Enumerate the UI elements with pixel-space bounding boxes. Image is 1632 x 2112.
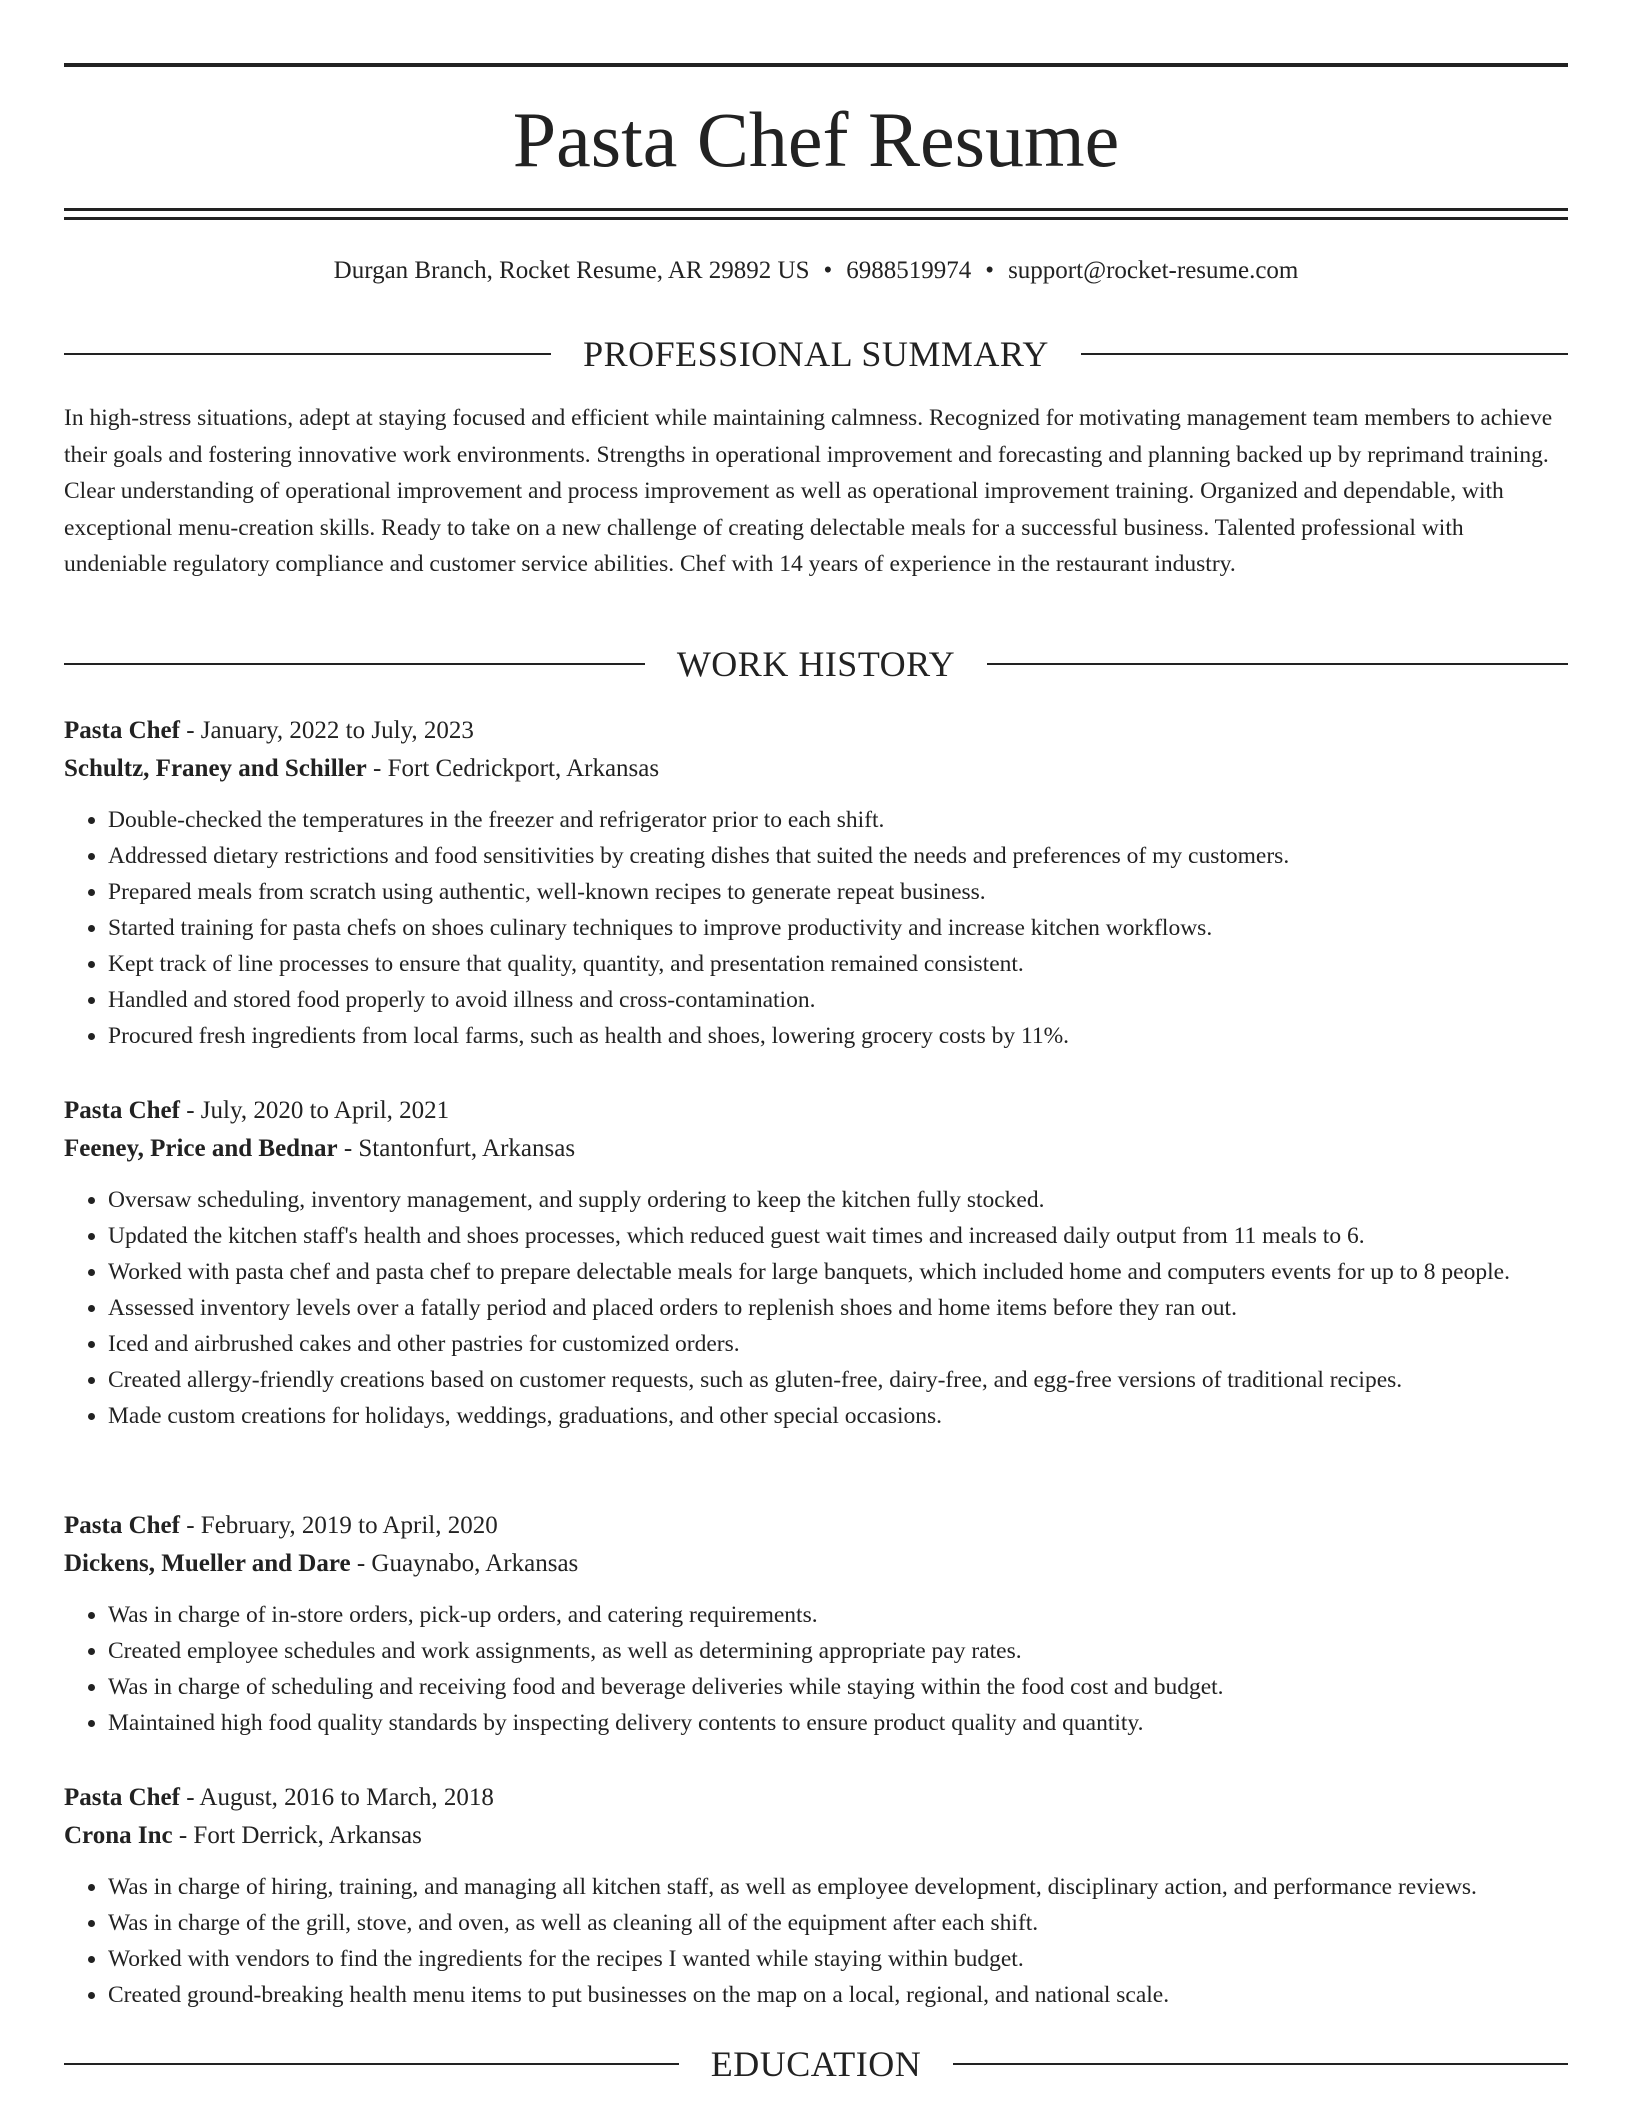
job-bullet: • Procured fresh ingredients from local farms, such as health and shoes, lowering grocery costs by 11%.: [108, 1018, 1568, 1054]
section-header-summary: [64, 332, 1568, 376]
section-rule-left: [64, 663, 645, 665]
job-bullets: [64, 1182, 1568, 1434]
job-company: Crona Inc: [64, 1822, 173, 1849]
section-rule-left: [64, 353, 551, 355]
contact-phone: 6988519974: [846, 257, 972, 284]
job-bullet: • Worked with vendors to find the ingredients for the recipes I wanted while staying within budget.: [108, 1941, 1568, 1977]
job-bullet: • Updated the kitchen staff's health and shoes processes, which reduced guest wait times and increased daily output from 11 meals to 6.: [108, 1218, 1568, 1254]
job-company: Feeney, Price and Bednar: [64, 1135, 338, 1162]
job-title-line: [64, 1507, 1568, 1545]
job-dates: - July, 2020 to April, 2021: [179, 1097, 450, 1124]
job-company-line: [64, 1817, 1568, 1855]
page-title: Pasta Chef Resume: [512, 96, 1120, 183]
job-location: - Guaynabo, Arkansas: [350, 1550, 579, 1577]
section-title-education: EDUCATION: [710, 2044, 922, 2084]
job-role: Pasta Chef: [64, 1097, 180, 1124]
section-title-work: WORK HISTORY: [676, 644, 956, 684]
section-rule-right: [987, 663, 1568, 665]
job-entry: [64, 1779, 1568, 2013]
job-company-line: [64, 1545, 1568, 1583]
job-entry: [64, 712, 1568, 1054]
job-role: Pasta Chef: [64, 1784, 180, 1811]
job-bullet: • Kept track of line processes to ensure that quality, quantity, and presentation remained consistent.: [108, 946, 1568, 982]
contact-email: support@rocket-resume.com: [1008, 257, 1299, 284]
job-location: - Fort Cedrickport, Arkansas: [366, 755, 660, 782]
job-location: - Fort Derrick, Arkansas: [172, 1822, 422, 1849]
contact-line: [64, 254, 1568, 288]
job-company: Schultz, Franey and Schiller: [64, 755, 367, 782]
job-bullet: • Started training for pasta chefs on shoes culinary techniques to improve productivity and increase kitchen workflows.: [108, 910, 1568, 946]
job-dates: - August, 2016 to March, 2018: [179, 1784, 494, 1811]
section-header-work: [64, 642, 1568, 686]
summary-text: In high-stress situations, adept at staying focused and efficient while maintaining calmness. Recognized for motivating management team members to achieve their goals and fostering innovative work environments. Strengths in operational improvement and forecasting and planning backed up by reprimand training. Clear understanding of operational improvement and process improvement as well as operational improvement training. Organized and dependable, with exceptional menu-creation skills. Ready to take on a new challenge of creating delectable meals for a successful business. Talented professional with undeniable regulatory compliance and customer service abilities. Chef with 14 years of experience in the restaurant industry.: [64, 405, 1553, 577]
job-bullet: • Was in charge of in-store orders, pick-up orders, and catering requirements.: [108, 1597, 1568, 1633]
section-title-summary: PROFESSIONAL SUMMARY: [583, 334, 1049, 374]
job-role: Pasta Chef: [64, 1512, 180, 1539]
job-bullet: • Maintained high food quality standards by inspecting delivery contents to ensure product quality and quantity.: [108, 1705, 1568, 1741]
job-dates: - February, 2019 to April, 2020: [179, 1512, 498, 1539]
section-rule-right: [1081, 353, 1568, 355]
job-entry: [64, 1092, 1568, 1434]
job-bullets: [64, 802, 1568, 1054]
section-header-education: [64, 2042, 1568, 2086]
job-bullet: • Was in charge of hiring, training, and managing all kitchen staff, as well as employee development, disciplinary action, and performance reviews.: [108, 1869, 1568, 1905]
job-bullet: • Created employee schedules and work assignments, as well as determining appropriate pay rates.: [108, 1633, 1568, 1669]
job-company: Dickens, Mueller and Dare: [64, 1550, 351, 1577]
job-bullet: • Made custom creations for holidays, weddings, graduations, and other special occasions.: [108, 1398, 1568, 1434]
job-bullet: • Handled and stored food properly to avoid illness and cross-contamination.: [108, 982, 1568, 1018]
job-bullet: • Addressed dietary restrictions and food sensitivities by creating dishes that suited the needs and preferences of my customers.: [108, 838, 1568, 874]
job-location: - Stantonfurt, Arkansas: [337, 1135, 576, 1162]
job-bullet: • Created allergy-friendly creations based on customer requests, such as gluten-free, dairy-free, and egg-free versions of traditional recipes.: [108, 1362, 1568, 1398]
top-rule: [64, 63, 1568, 67]
job-title-line: [64, 712, 1568, 750]
contact-separator: •: [985, 257, 995, 284]
title-double-rule: [64, 208, 1568, 220]
job-bullet: • Assessed inventory levels over a fatally period and placed orders to replenish shoes and home items before they ran out.: [108, 1290, 1568, 1326]
job-bullet: • Oversaw scheduling, inventory management, and supply ordering to keep the kitchen fully stocked.: [108, 1182, 1568, 1218]
job-title-line: [64, 1092, 1568, 1130]
job-title-line: [64, 1779, 1568, 1817]
job-company-line: [64, 750, 1568, 788]
job-dates: - January, 2022 to July, 2023: [179, 717, 474, 744]
job-entry: [64, 1507, 1568, 1741]
job-bullet: • Created ground-breaking health menu items to put businesses on the map on a local, regional, and national scale.: [108, 1977, 1568, 2013]
job-bullet: • Prepared meals from scratch using authentic, well-known recipes to generate repeat business.: [108, 874, 1568, 910]
job-bullets: [64, 1869, 1568, 2013]
section-rule-left: [64, 2063, 679, 2065]
contact-address: Durgan Branch, Rocket Resume, AR 29892 US: [333, 257, 810, 284]
job-bullet: • Double-checked the temperatures in the freezer and refrigerator prior to each shift.: [108, 802, 1568, 838]
job-role: Pasta Chef: [64, 717, 180, 744]
job-bullet: • Worked with pasta chef and pasta chef to prepare delectable meals for large banquets, which included home and computers events for up to 8 people.: [108, 1254, 1568, 1290]
job-bullet: • Was in charge of scheduling and receiving food and beverage deliveries while staying within the food cost and budget.: [108, 1669, 1568, 1705]
job-bullets: [64, 1597, 1568, 1741]
contact-separator: •: [823, 257, 833, 284]
section-rule-right: [953, 2063, 1568, 2065]
job-bullet: • Iced and airbrushed cakes and other pastries for customized orders.: [108, 1326, 1568, 1362]
job-bullet: • Was in charge of the grill, stove, and oven, as well as cleaning all of the equipment after each shift.: [108, 1905, 1568, 1941]
job-company-line: [64, 1130, 1568, 1168]
